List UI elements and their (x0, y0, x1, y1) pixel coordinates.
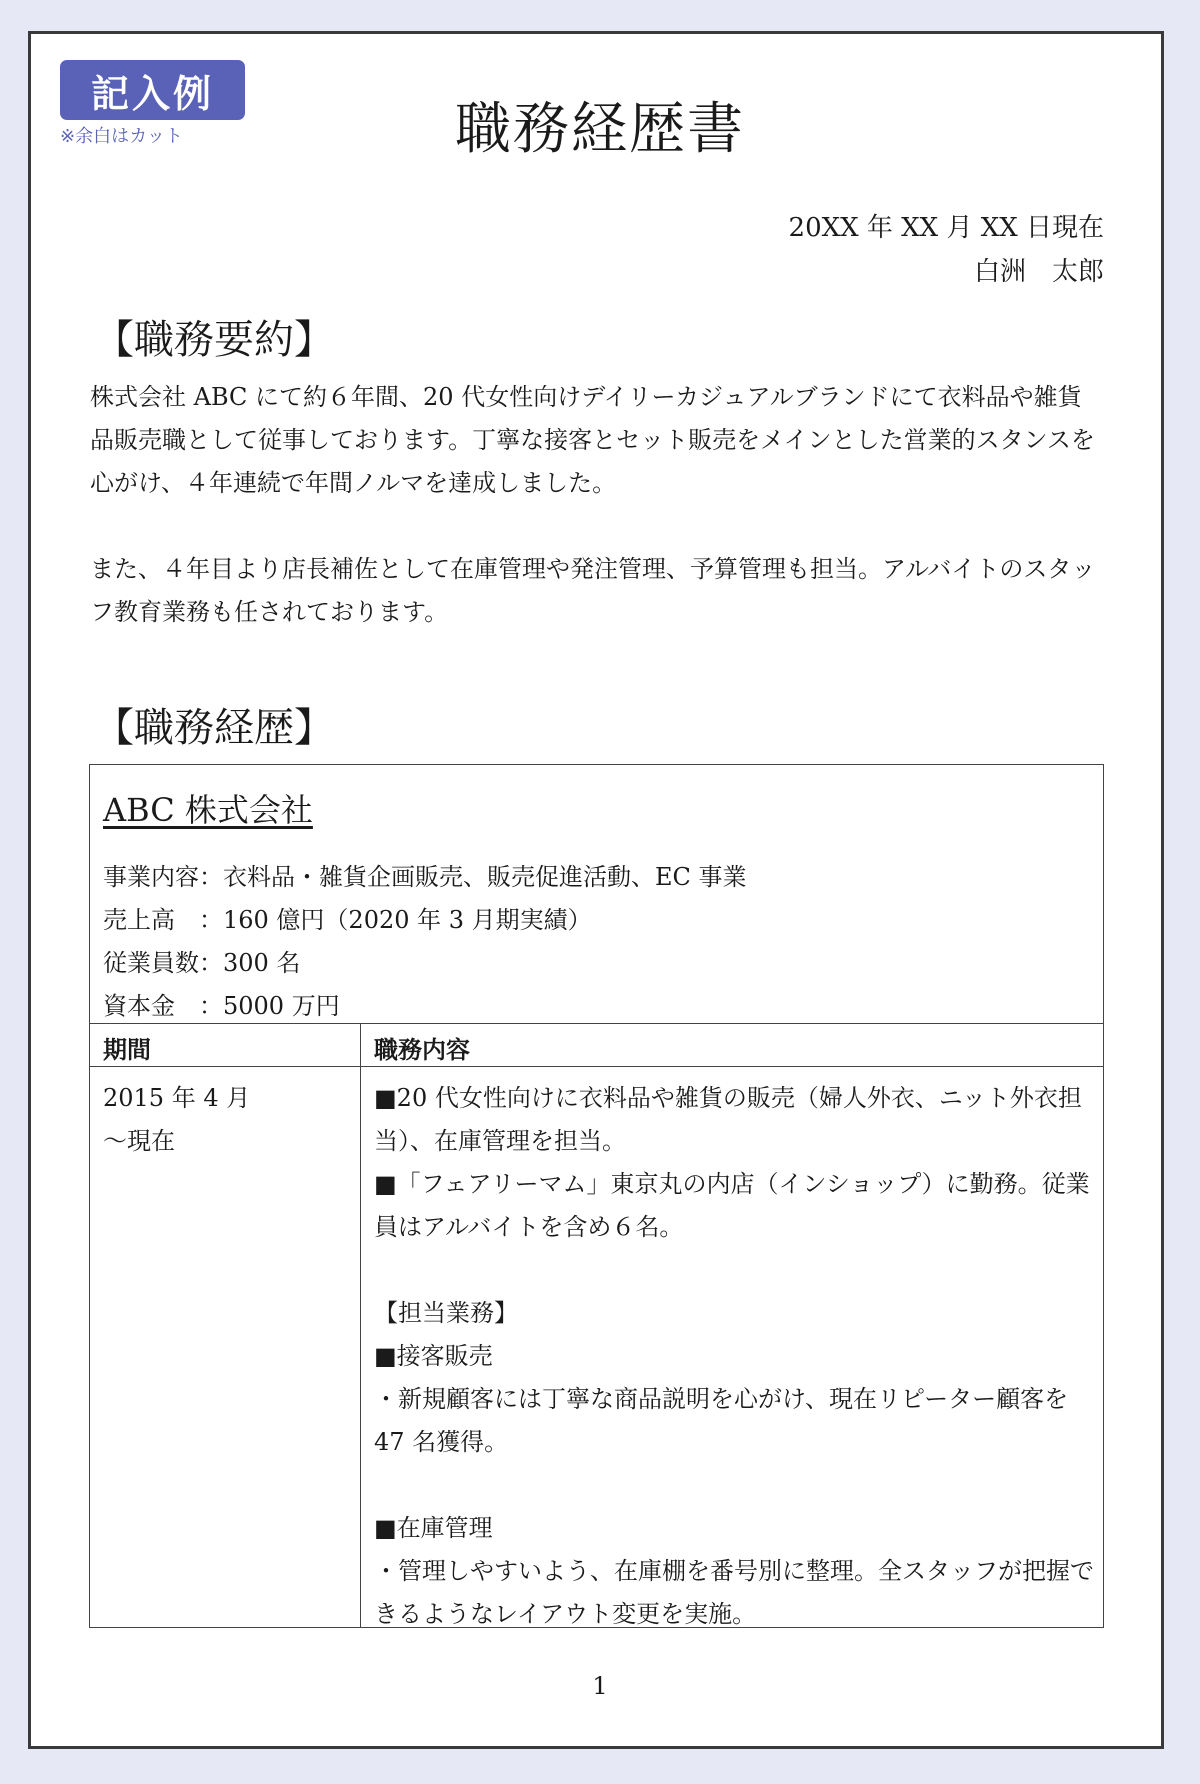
column-divider (360, 1023, 361, 1627)
period-cell (103, 1077, 250, 1163)
company-info-sales: 売上高 ：160 億円（2020 年 3 月期実績） (103, 906, 592, 934)
sample-badge: 記入例 (60, 60, 245, 120)
duties-cell (374, 1077, 1094, 1636)
page-number: 1 (592, 1672, 608, 1700)
duty-line: ・新規顧客には丁寧な商品説明を心がけ、現在リピーター顧客を 47 名獲得。 (374, 1385, 1076, 1456)
company-name: ABC 株式会社 (103, 791, 313, 829)
career-heading: 【職務経歴】 (94, 705, 334, 751)
company-info-employees: 従業員数：300 名 (103, 949, 301, 977)
summary-heading: 【職務要約】 (94, 317, 334, 363)
applicant-name: 白洲 太郎 (973, 257, 1104, 287)
document-date: 20XX 年 XX 月 XX 日現在 (788, 213, 1104, 243)
duty-line: ・管理しやすいよう、在庫棚を番号別に整理。全スタッフが把握できるようなレイアウト変更を実施。 (374, 1557, 1094, 1628)
summary-paragraph-1: 株式会社 ABC にて約６年間、20 代女性向けデイリーカジュアルブランドにて衣料品や雑貨品販売職として従事しております。丁寧な接客とセット販売をメインとした営業的スタンスを心がけ、４年連続で年間ノルマを達成しました。 (90, 383, 1095, 497)
duty-line (374, 1249, 1094, 1292)
duty-line: ■接客販売 (374, 1342, 493, 1370)
summary-paragraph-2: また、４年目より店長補佐として在庫管理や発注管理、予算管理も担当。アルバイトのスタッフ教育業務も任されております。 (90, 555, 1096, 626)
duty-line: ■在庫管理 (374, 1514, 493, 1542)
period-start: 2015 年 4 月 (103, 1084, 251, 1112)
table-header-row (90, 1023, 1103, 1067)
career-table (89, 764, 1104, 1628)
column-header-duties: 職務内容 (374, 1036, 470, 1064)
column-header-period: 期間 (103, 1036, 151, 1064)
page-title: 職務経歴書 (455, 97, 745, 162)
duty-line: 【担当業務】 (374, 1299, 518, 1327)
period-end: ～現在 (103, 1127, 175, 1155)
company-info-business: 事業内容：衣料品・雑貨企画販売、販売促進活動、EC 事業 (103, 863, 747, 891)
badge-note: ※余白はカット (60, 126, 183, 147)
duty-line (374, 1464, 1094, 1507)
duty-line: ■20 代女性向けに衣料品や雑貨の販売（婦人外衣、ニット外衣担当）、在庫管理を担当。 (374, 1084, 1082, 1155)
company-info-capital: 資本金 ：5000 万円 (103, 992, 340, 1020)
duty-line: ■「フェアリーマム」東京丸の内店（インショップ）に勤務。従業員はアルバイトを含め６名。 (374, 1170, 1090, 1241)
